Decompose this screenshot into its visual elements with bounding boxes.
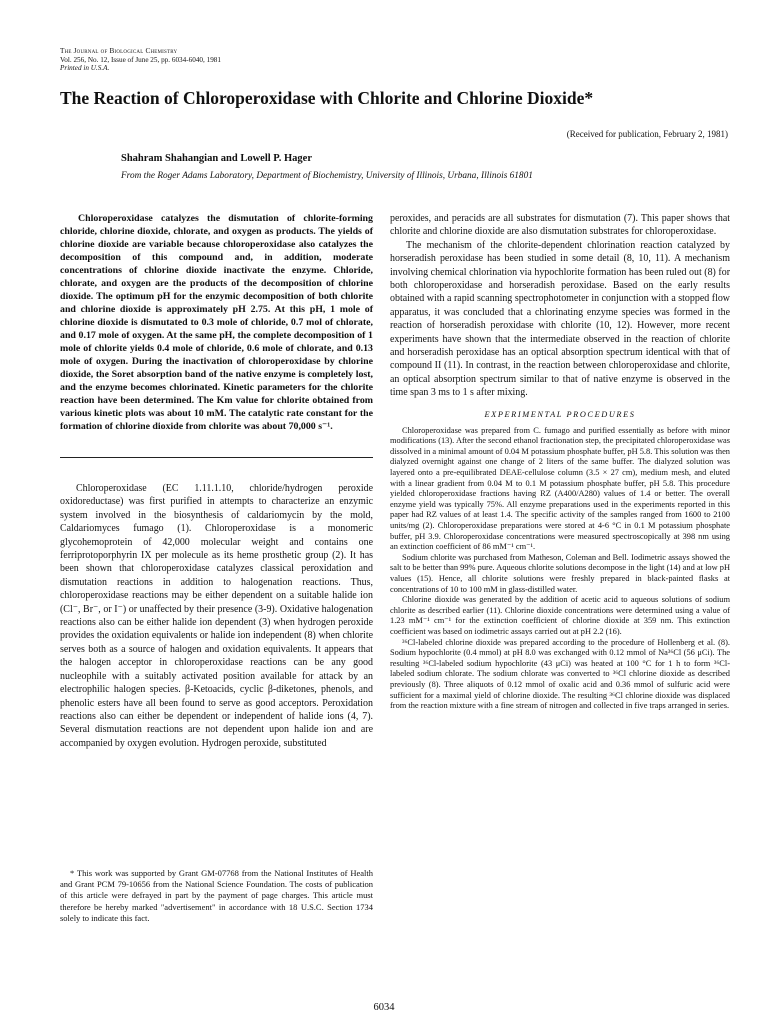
affiliation: From the Roger Adams Laboratory, Department of Biochemistry, University of Illinois, Urbana, Illinois 61801: [121, 171, 533, 181]
abstract: Chloroperoxidase catalyzes the dismutation of chlorite-forming chloride, chlorine dioxide, chlorate, and oxygen as products. The yields of chlorine dioxide are variable because chloroperoxidase also catalyzes the decomposition of this compound and, in addition, moderate concentrations of chlorine dioxide inactivate the enzyme. Chloride, chlorate, and oxygen are the products of the decomposition of chlorine dioxide. The optimum pH for the enzymic decomposition of both chlorite and chlorine dioxide is approximately pH 2.75. At this pH, 1 mole of chlorine dioxide is dismutated to 0.3 mole of chloride, 0.7 mol of chlorate, and 0.17 mole of oxygen. At the same pH, the complete decomposition of 1 mole of chlorite yields 0.4 mole of chloride, 0.6 mole of chlorate, and 0.13 mole of oxygen. During the inactivation of chloroperoxidase by chlorine dioxide, the Soret absorption band of the native enzyme is completely lost, and the enzyme becomes chlorinated. Kinetic parameters for the chlorite reaction have been determined. The Km value for chlorite obtained from various kinetic plots was about 10 mM. The catalytic rate constant for the formation of chlorine dioxide from chlorite was about 70,000 s⁻¹.: [60, 213, 373, 432]
journal-header: [60, 47, 221, 73]
journal-name: The Journal of Biological Chemistry: [60, 47, 178, 55]
intro-paragraph: Chloroperoxidase (EC 1.11.1.10, chloride/hydrogen peroxide oxidoreductase) was first purified in attempts to characterize an enzymic system involved in the biosynthesis of caldariomycin by the mold, Caldariomyces fumago (1). Chloroperoxidase is a monomeric glycohemoprotein of 42,000 molecular weight and contains one ferriprotoporphyrin IX per molecule as its heme prosthetic group (2). It has been shown that chloroperoxidase catalyzes classical peroxidation and dismutation reactions in addition to halogenation reactions. Thus, chloroperoxidase reactions may be either dependent on a suitable halide ion (Cl⁻, Br⁻, or I⁻) or unaffected by their presence (3-9). Oxidative halogenation reactions also can be either halide ion dependent (3) when hydrogen peroxide provides the oxidation equivalents or halide ion independent (8) when chlorite serves both as a source of halogen and oxidation equivalents. It appears that the halogen acceptor in chloroperoxidase reactions can be any good nucleophile with a suitably activated position available for attack by an electrophilic halogen species. β-Ketoacids, cyclic β-diketones, phenols, and phenolic esters have all been found to serve as good acceptors. Peroxidation reactions also can either be dependent or independent of halide ions (4, 7). Several dismutation reactions are not dependent upon halide ion and are accompanied by oxygen evolution. Hydrogen peroxide, substituted: [60, 483, 373, 749]
intro-continuation: peroxides, and peracids are all substrates for dismutation (7). This paper shows that chlorite and chlorine dioxide are also dismutation substrates for chloroperoxidase.: [390, 213, 730, 238]
right-column: [390, 212, 730, 712]
article-title: The Reaction of Chloroperoxidase with Chlorite and Chlorine Dioxide*: [60, 88, 594, 108]
abstract-divider: [60, 457, 373, 458]
methods-enzyme-prep: Chloroperoxidase was prepared from C. fumago and purified essentially as before with minor modifications (13). After the second ethanol fractionation step, the precipitated chloroperoxidase was dissolved in a minimal amount of 0.04 M potassium phosphate buffer, pH 5.8. This solution was then dialyzed overnight against one change of 2 liters of the same buffer. The dialyzed solution was layered onto a pre-equilibrated DEAE-cellulose column (3.5 × 27 cm), medium mesh, and eluted with a linear gradient from 0.04 M to 0.1 M potassium phosphate buffer, pH 5.8. This procedure yielded chloroperoxidase fractions having RZ (A400/A280) values of 1.4 or better. The overall enzyme yield was typically 75%. All enzyme preparations used in the experiments reported in this paper had RZ values of at least 1.4. The specific activity of the samples ranged from 1600 to 2100 units/mg (2). Chloroperoxidase preparations were stored at 4-6 °C in 0.1 M potassium phosphate buffer, pH 3.9. Chloroperoxidase concentrations were measured spectroscopically at 398 nm using an extinction coefficient of 86 mM⁻¹ cm⁻¹.: [390, 425, 730, 552]
mechanism-paragraph: The mechanism of the chlorite-dependent chlorination reaction catalyzed by horseradish peroxidase has been studied in some detail (8, 10, 11). A mechanism involving chemical chlorination via hypochlorite formation has been ruled out (8) for both chloroperoxidase and horseradish peroxidase. Based on the early results obtained with a rapid scanning spectrophotometer in conjunction with a stopped flow apparatus, it was concluded that a chlorinating enzyme species was formed in the reaction of horseradish peroxidase with chlorite (10, 12). However, more recent experiments have shown that the intermediate observed in the reaction of chlorite and horseradish peroxidase has an optical absorption spectrum identical with that of compound II (11). In contrast, in the reaction between chloroperoxidase and chlorite, an optical absorption spectrum similar to that of native enzyme is observed in the time span 3 ms to 1 s after mixing.: [390, 239, 730, 399]
journal-volume: Vol. 256, No. 12, Issue of June 25, pp. 6034-6040, 1981: [60, 55, 221, 64]
journal-printed: Printed in U.S.A.: [60, 64, 110, 73]
left-column: [60, 212, 373, 750]
methods-chlorite: Sodium chlorite was purchased from Matheson, Coleman and Bell. Iodimetric assays showed the salt to be better than 99% pure. Aqueous chlorite solutions decompose in the light (14) and at low pH values (15). Hence, all chlorite solutions were freshly prepared in black-painted flasks at concentrations of 10 to 100 mM in glass-distilled water.: [390, 552, 730, 594]
footnote: * This work was supported by Grant GM-07768 from the National Institutes of Health and Grant PCM 79-10656 from the National Science Foundation. The costs of publication of this article were defrayed in part by the payment of page charges. This article must therefore be hereby marked "advertisement" in accordance with 18 U.S.C. Section 1734 solely to indicate this fact.: [60, 868, 373, 923]
methods-chlorine-dioxide: Chlorine dioxide was generated by the addition of acetic acid to aqueous solutions of sodium chlorite as described earlier (11). Chlorine dioxide concentrations were determined using a value of 1.23 mM⁻¹ cm⁻¹ for the extinction coefficient of chlorine dioxide at 359 nm. This extinction coefficient was based on iodimetric assays carried out at pH 2.2 (16).: [390, 595, 730, 636]
authors: Shahram Shahangian and Lowell P. Hager: [121, 153, 312, 164]
page-number: 6034: [373, 1002, 395, 1013]
section-heading: EXPERIMENTAL PROCEDURES: [484, 409, 636, 419]
received-date: (Received for publication, February 2, 1981): [566, 129, 728, 139]
methods-labeled-chlorine-dioxide: ³⁶Cl-labeled chlorine dioxide was prepared according to the procedure of Hollenberg et al. (8). Sodium hypochlorite (0.4 mmol) at pH 8.0 was exchanged with 0.12 mmol of Na³⁶Cl (56 μCi). The resulting ³⁶Cl-labeled sodium hypochlorite (43 μCi) was heated at 100 °C for 1 h to form ³⁶Cl-labeled sodium chlorate. The sodium chlorate was converted to ³⁶Cl chlorine dioxide as described previously (8). Three aliquots of 0.12 mmol of oxalic acid and 0.36 mmol of sulfuric acid were sufficient for a maximal yield of chlorine dioxide. The resulting ³⁶Cl chlorine dioxide was displaced from the reaction mixture with a fine stream of nitrogen and collected in five traps arranged in series.: [390, 637, 730, 711]
